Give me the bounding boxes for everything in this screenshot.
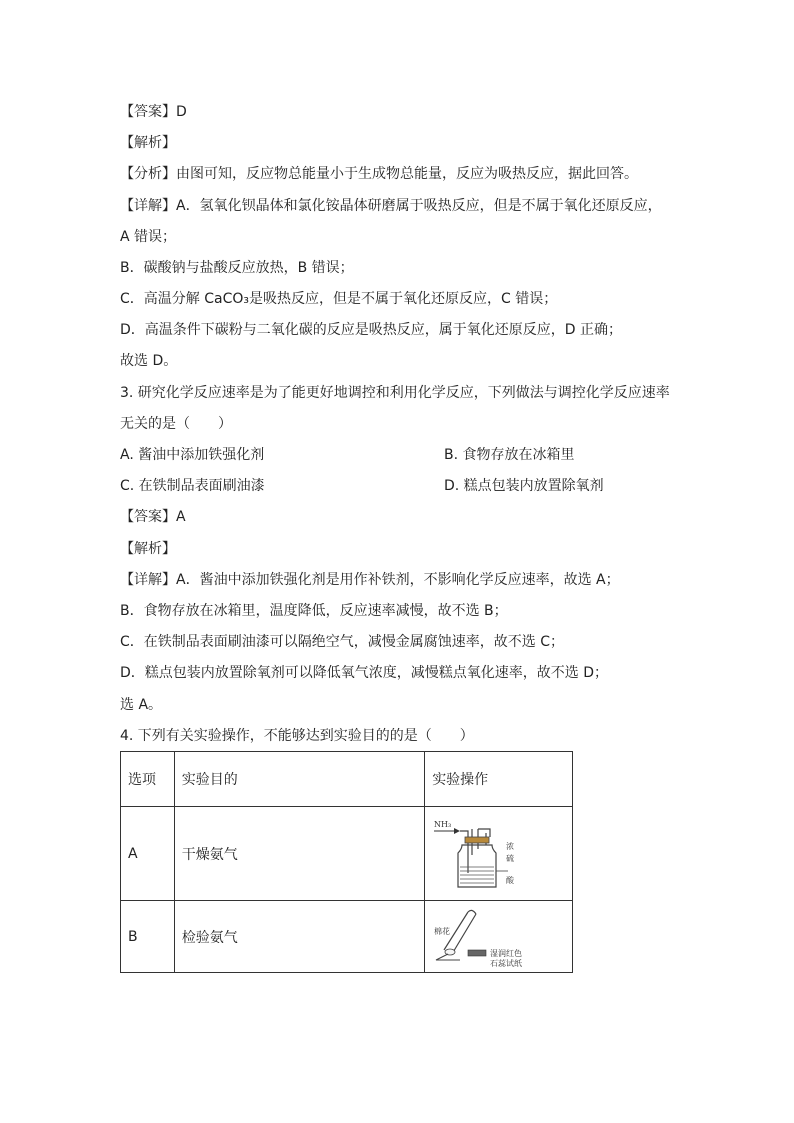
experiment-table (120, 751, 573, 973)
analysis-text: 【分析】由图可知，反应物总能量小于生成物总能量，反应为吸热反应，据此回答。 (120, 166, 638, 182)
acid-label: 酸 (506, 875, 515, 885)
sulfuric-label: 硫 (506, 853, 515, 863)
detail-text: D．糕点包装内放置除氧剂可以降低氧气浓度，减慢糕点氧化速率，故不选 D； (120, 665, 609, 681)
detail-text: B．碳酸钠与盐酸反应放热，B 错误； (120, 260, 354, 276)
detail-text: 【详解】A．氢氧化钡晶体和氯化铵晶体研磨属于吸热反应，但是不属于氧化还原反应， (120, 198, 662, 214)
conc-label: 浓 (506, 841, 515, 851)
header-option: 选项 (121, 752, 175, 807)
row-option: A (121, 807, 175, 901)
gas-washing-bottle-figure (425, 807, 573, 901)
table-row (121, 901, 573, 973)
table-header-row (121, 752, 573, 807)
conclusion-text: 选 A。 (120, 697, 163, 713)
gas-washing-bottle-icon (432, 815, 522, 893)
detail-text: 【详解】A．酱油中添加铁强化剂是用作补铁剂，不影响化学反应速率，故选 A； (120, 572, 620, 588)
ammonia-test-figure (425, 901, 573, 973)
nh3-label: NH₃ (434, 819, 452, 829)
conclusion-text: 故选 D。 (120, 353, 178, 369)
analysis-heading: 【解析】 (120, 135, 176, 151)
question-4-stem: 4. 下列有关实验操作，不能够达到实验目的的是（ ） (120, 728, 474, 744)
question-3-stem: 3. 研究化学反应速率是为了能更好地调控和利用化学反应，下列做法与调控化学反应速率 (120, 385, 670, 401)
test-tube-litmus-icon (432, 904, 542, 970)
row-purpose: 检验氨气 (174, 901, 424, 973)
option-d: D. 糕点包装内放置除氧剂 (444, 478, 604, 494)
question-3-stem: 无关的是（ ） (120, 416, 232, 432)
row-option: B (121, 901, 175, 973)
analysis-heading: 【解析】 (120, 541, 176, 557)
header-operation: 实验操作 (425, 752, 573, 807)
header-purpose: 实验目的 (174, 752, 424, 807)
detail-text: A 错误； (120, 229, 177, 245)
option-a: A. 酱油中添加铁强化剂 (120, 447, 265, 463)
cotton-label: 棉花 (434, 926, 451, 936)
option-b: B. 食物存放在冰箱里 (444, 447, 575, 463)
moist-red-label: 湿润红色 (490, 948, 523, 958)
answer-label: 【答案】D (120, 104, 187, 120)
option-c: C. 在铁制品表面刷油漆 (120, 478, 265, 494)
detail-text: D．高温条件下碳粉与二氧化碳的反应是吸热反应，属于氧化还原反应，D 正确； (120, 322, 623, 338)
row-purpose: 干燥氨气 (174, 807, 424, 901)
detail-text: B．食物存放在冰箱里，温度降低，反应速率减慢，故不选 B； (120, 603, 508, 619)
table-row (121, 807, 573, 901)
answer-label: 【答案】A (120, 509, 186, 525)
litmus-paper-label: 石蕊试纸 (490, 958, 523, 968)
detail-text: C．在铁制品表面刷油漆可以隔绝空气，减慢金属腐蚀速率，故不选 C； (120, 634, 564, 650)
detail-text: C．高温分解 CaCO₃是吸热反应，但是不属于氧化还原反应，C 错误； (120, 291, 558, 307)
